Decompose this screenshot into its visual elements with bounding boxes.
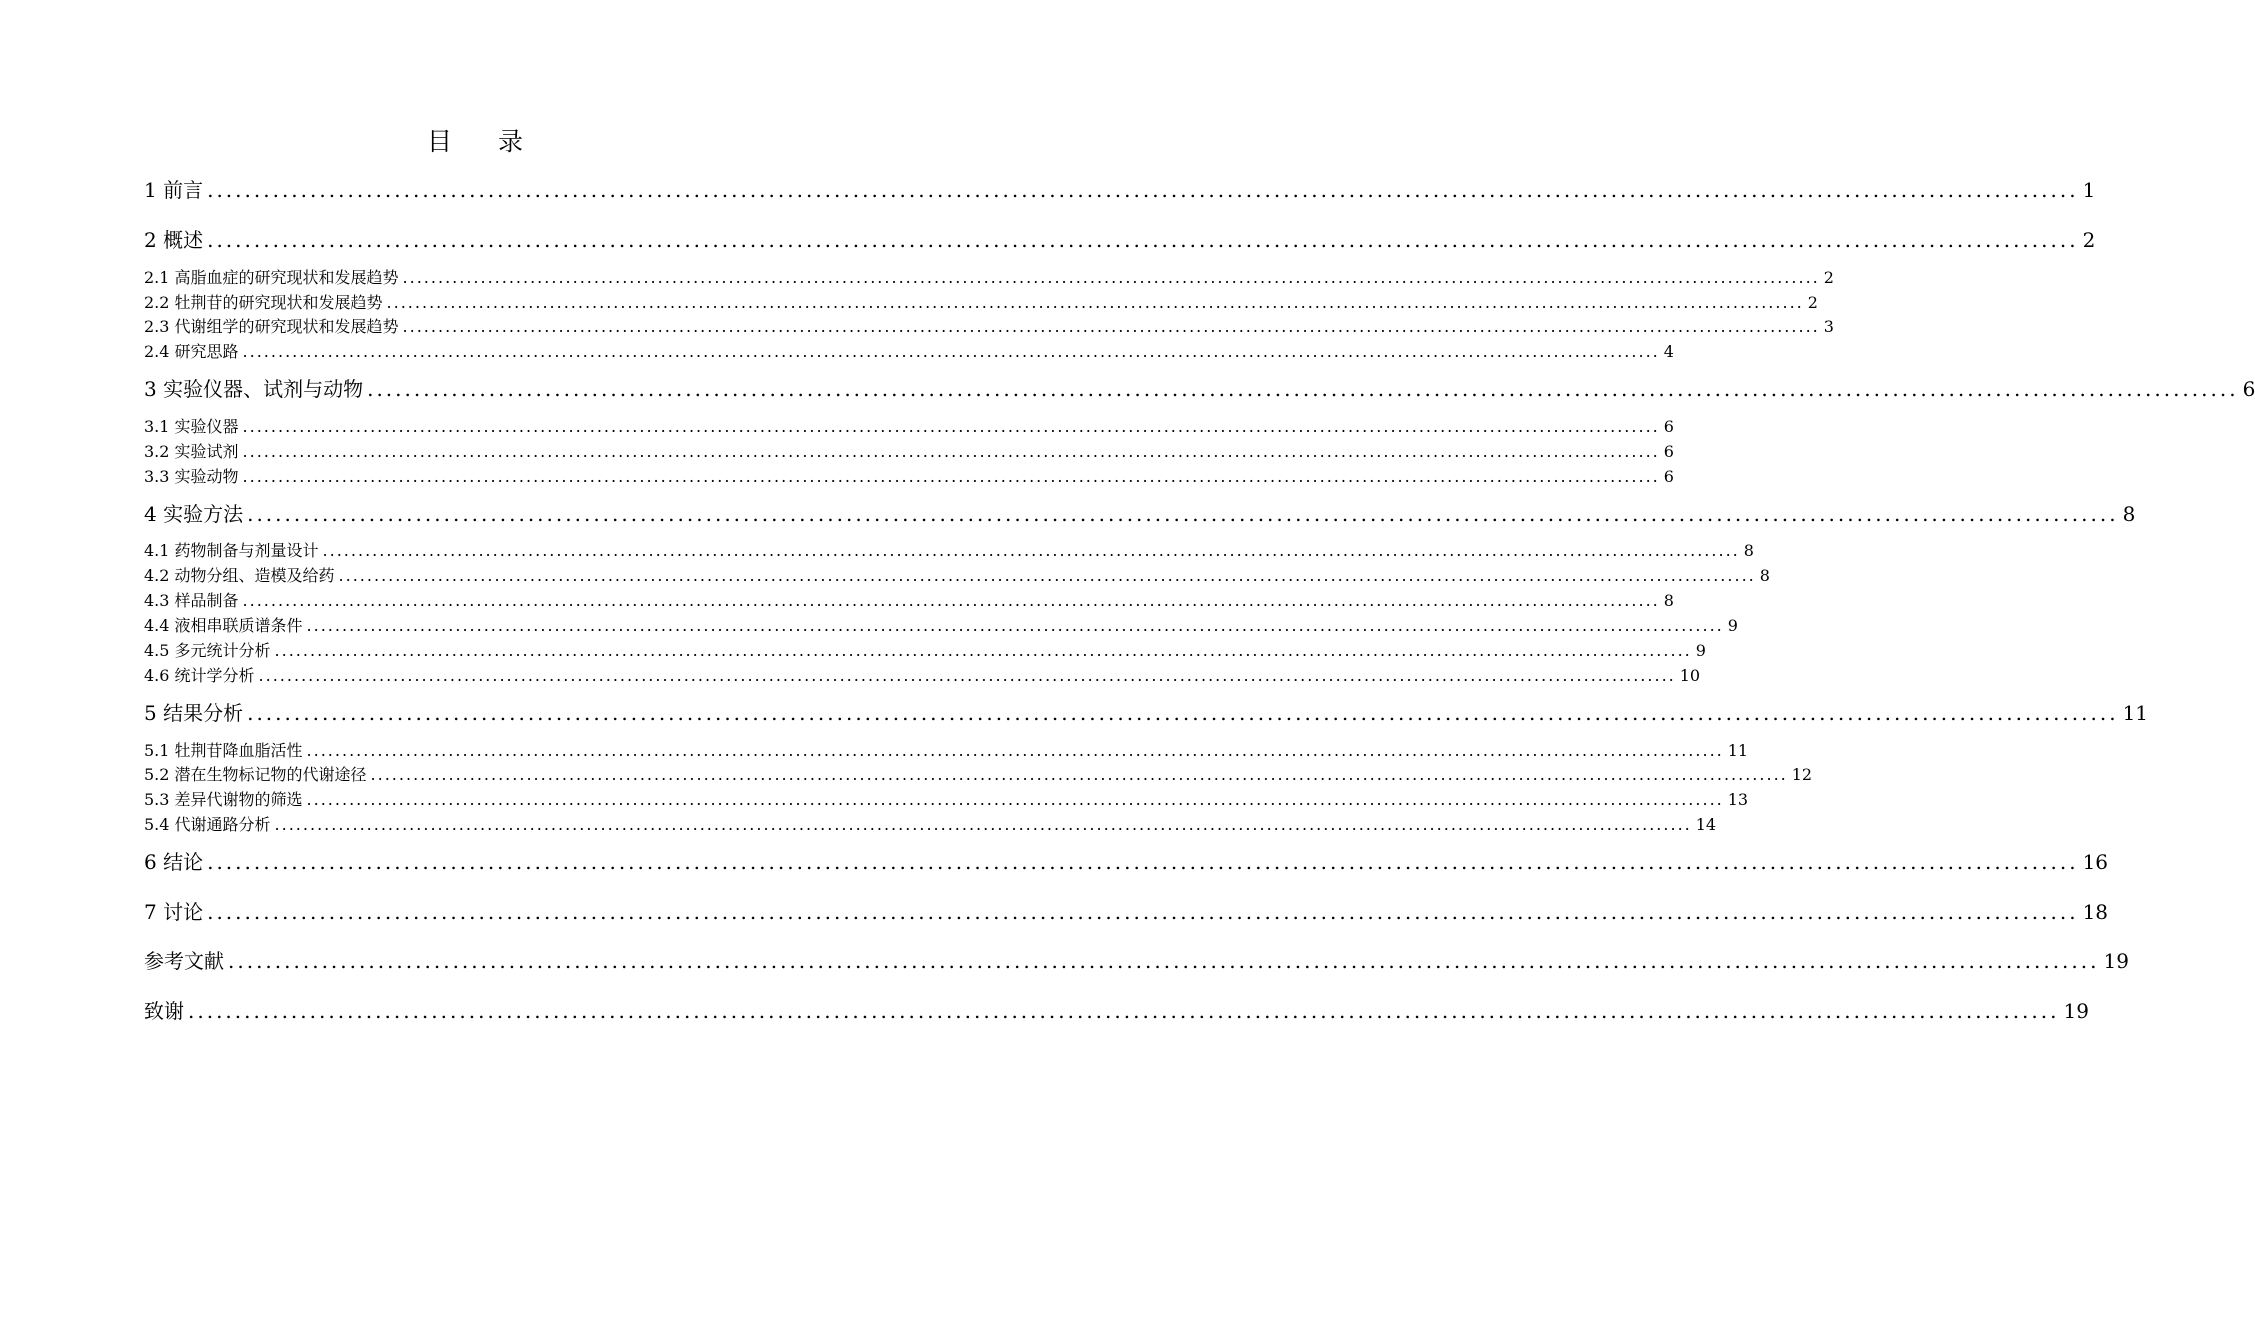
toc-leader-dots: ........................................................................................................................................................................................................ [370, 765, 1788, 784]
toc-entry-label: 4.6 统计学分析 [144, 666, 255, 685]
toc-leader-dots: ........................................................................................................................................................................................................ [306, 616, 1724, 635]
toc-entry[interactable] [144, 590, 1674, 612]
toc-entry[interactable] [144, 615, 1738, 637]
toc-entry-label: 4.2 动物分组、造模及给药 [144, 566, 335, 585]
toc-leader-dots: ........................................................................................................................................................................................................ [258, 666, 1676, 685]
toc-entry-label: 2.2 牡荆苷的研究现状和发展趋势 [144, 293, 383, 312]
toc-entry-page: 13 [1727, 790, 1749, 809]
toc-entry-page: 8 [1759, 566, 1770, 585]
toc-entry-label: 3.3 实验动物 [144, 467, 239, 486]
toc-title-part2: 录 [498, 127, 524, 156]
toc-entry-label: 6 结论 [144, 850, 204, 874]
toc-entry-page: 6 [1663, 417, 1674, 436]
toc-entry-label: 5.4 代谢通路分析 [144, 815, 271, 834]
toc-entry-label: 1 前言 [144, 178, 204, 202]
toc-entry-label: 5 结果分析 [144, 701, 244, 725]
toc-entry[interactable] [144, 699, 2149, 727]
toc-entry-page: 8 [2122, 502, 2136, 526]
toc-entry-page: 10 [1679, 666, 1701, 685]
toc-title [0, 122, 950, 158]
toc-entry[interactable] [144, 740, 1749, 762]
toc-entry[interactable] [144, 764, 1813, 786]
toc-entry[interactable] [144, 316, 1834, 338]
toc-entry-page: 11 [2122, 701, 2149, 725]
toc-entry-page: 2 [2082, 228, 2096, 252]
toc-leader-dots: ........................................................................................................................................................................................................ [228, 949, 2100, 973]
toc-leader-dots: ........................................................................................................................................................................................................ [207, 900, 2079, 924]
toc-entry[interactable] [144, 466, 1674, 488]
toc-entry[interactable] [144, 789, 1749, 811]
toc-leader-dots: ........................................................................................................................................................................................................ [247, 502, 2119, 526]
toc-entry[interactable] [144, 267, 1834, 289]
toc-entry[interactable] [144, 176, 2096, 204]
toc-leader-dots: ........................................................................................................................................................................................................ [306, 790, 1724, 809]
toc-leader-dots: ........................................................................................................................................................................................................ [274, 815, 1692, 834]
toc-entry-page: 19 [2063, 999, 2089, 1023]
toc-leader-dots: ........................................................................................................................................................................................................ [274, 641, 1692, 660]
toc-entry-page: 2 [1823, 268, 1834, 287]
toc-entry-label: 5.1 牡荆苷降血脂活性 [144, 741, 303, 760]
toc-entry-page: 9 [1695, 641, 1706, 660]
toc-leader-dots: ........................................................................................................................................................................................................ [367, 377, 2239, 401]
toc-entry-page: 16 [2082, 850, 2109, 874]
toc-leader-dots: ........................................................................................................................................................................................................ [242, 467, 1660, 486]
toc-entry-label: 3.1 实验仪器 [144, 417, 239, 436]
toc-entry[interactable] [144, 441, 1674, 463]
toc-title-part1: 目 [426, 127, 452, 156]
toc-entry-label: 2 概述 [144, 228, 204, 252]
toc-entry[interactable] [144, 997, 2089, 1025]
toc-entry-page: 19 [2103, 949, 2129, 973]
toc-entry[interactable] [144, 292, 1818, 314]
toc-leader-dots: ........................................................................................................................................................................................................ [242, 342, 1660, 361]
toc-entry-page: 4 [1663, 342, 1674, 361]
toc-entry-label: 2.1 高脂血症的研究现状和发展趋势 [144, 268, 399, 287]
toc-entry-label: 2.3 代谢组学的研究现状和发展趋势 [144, 317, 399, 336]
toc-entry[interactable] [144, 665, 1701, 687]
toc-leader-dots: ........................................................................................................................................................................................................ [207, 228, 2079, 252]
toc-entry-page: 6 [1663, 442, 1674, 461]
toc-entry-label: 4.3 样品制备 [144, 591, 239, 610]
toc-entry[interactable] [144, 947, 2129, 975]
toc-leader-dots: ........................................................................................................................................................................................................ [247, 701, 2119, 725]
toc-entry-page: 11 [1727, 741, 1749, 760]
toc-entry-label: 7 讨论 [144, 900, 204, 924]
toc-leader-dots: ........................................................................................................................................................................................................ [188, 999, 2060, 1023]
toc-leader-dots: ........................................................................................................................................................................................................ [242, 417, 1660, 436]
toc-entry[interactable] [144, 848, 2109, 876]
toc-entry[interactable] [144, 640, 1706, 662]
toc-leader-dots: ........................................................................................................................................................................................................ [386, 293, 1804, 312]
toc-entry-label: 3 实验仪器、试剂与动物 [144, 377, 364, 401]
toc-entry-page: 12 [1791, 765, 1813, 784]
toc-entry[interactable] [144, 565, 1770, 587]
toc-leader-dots: ........................................................................................................................................................................................................ [402, 317, 1820, 336]
toc-entry-page: 3 [1823, 317, 1834, 336]
toc-entry[interactable] [144, 500, 2136, 528]
toc-entry-label: 2.4 研究思路 [144, 342, 239, 361]
toc-entry-label: 4.4 液相串联质谱条件 [144, 616, 303, 635]
toc-entry-page: 14 [1695, 815, 1717, 834]
toc-entry[interactable] [144, 540, 1754, 562]
toc-entry[interactable] [144, 898, 2109, 926]
toc-leader-dots: ........................................................................................................................................................................................................ [207, 850, 2079, 874]
toc-entry-label: 5.2 潜在生物标记物的代谢途径 [144, 765, 367, 784]
toc-entry-page: 8 [1663, 591, 1674, 610]
toc-entry-page: 8 [1743, 541, 1754, 560]
toc-entry[interactable] [144, 341, 1674, 363]
toc-leader-dots: ........................................................................................................................................................................................................ [242, 442, 1660, 461]
toc-leader-dots: ........................................................................................................................................................................................................ [242, 591, 1660, 610]
toc-entry-page: 6 [2242, 377, 2255, 401]
toc-entry-page: 9 [1727, 616, 1738, 635]
toc-leader-dots: ........................................................................................................................................................................................................ [306, 741, 1724, 760]
toc-leader-dots: ........................................................................................................................................................................................................ [322, 541, 1740, 560]
toc-entry-page: 6 [1663, 467, 1674, 486]
toc-entry-label: 4 实验方法 [144, 502, 244, 526]
toc-entry[interactable] [144, 226, 2096, 254]
toc-leader-dots: ........................................................................................................................................................................................................ [207, 178, 2079, 202]
toc-entry[interactable] [144, 416, 1674, 438]
toc-entry-page: 2 [1807, 293, 1818, 312]
toc-entry-page: 1 [2082, 178, 2096, 202]
toc-leader-dots: ........................................................................................................................................................................................................ [402, 268, 1820, 287]
toc-entry-label: 参考文献 [144, 949, 224, 973]
toc-entry-label: 5.3 差异代谢物的筛选 [144, 790, 303, 809]
toc-leader-dots: ........................................................................................................................................................................................................ [338, 566, 1756, 585]
toc-entry-label: 4.5 多元统计分析 [144, 641, 271, 660]
toc-entry[interactable] [144, 375, 2255, 403]
toc-entry[interactable] [144, 814, 1717, 836]
toc-entry-label: 4.1 药物制备与剂量设计 [144, 541, 319, 560]
toc-entry-page: 18 [2082, 900, 2109, 924]
toc-entry-label: 3.2 实验试剂 [144, 442, 239, 461]
toc-entry-label: 致谢 [144, 999, 184, 1023]
